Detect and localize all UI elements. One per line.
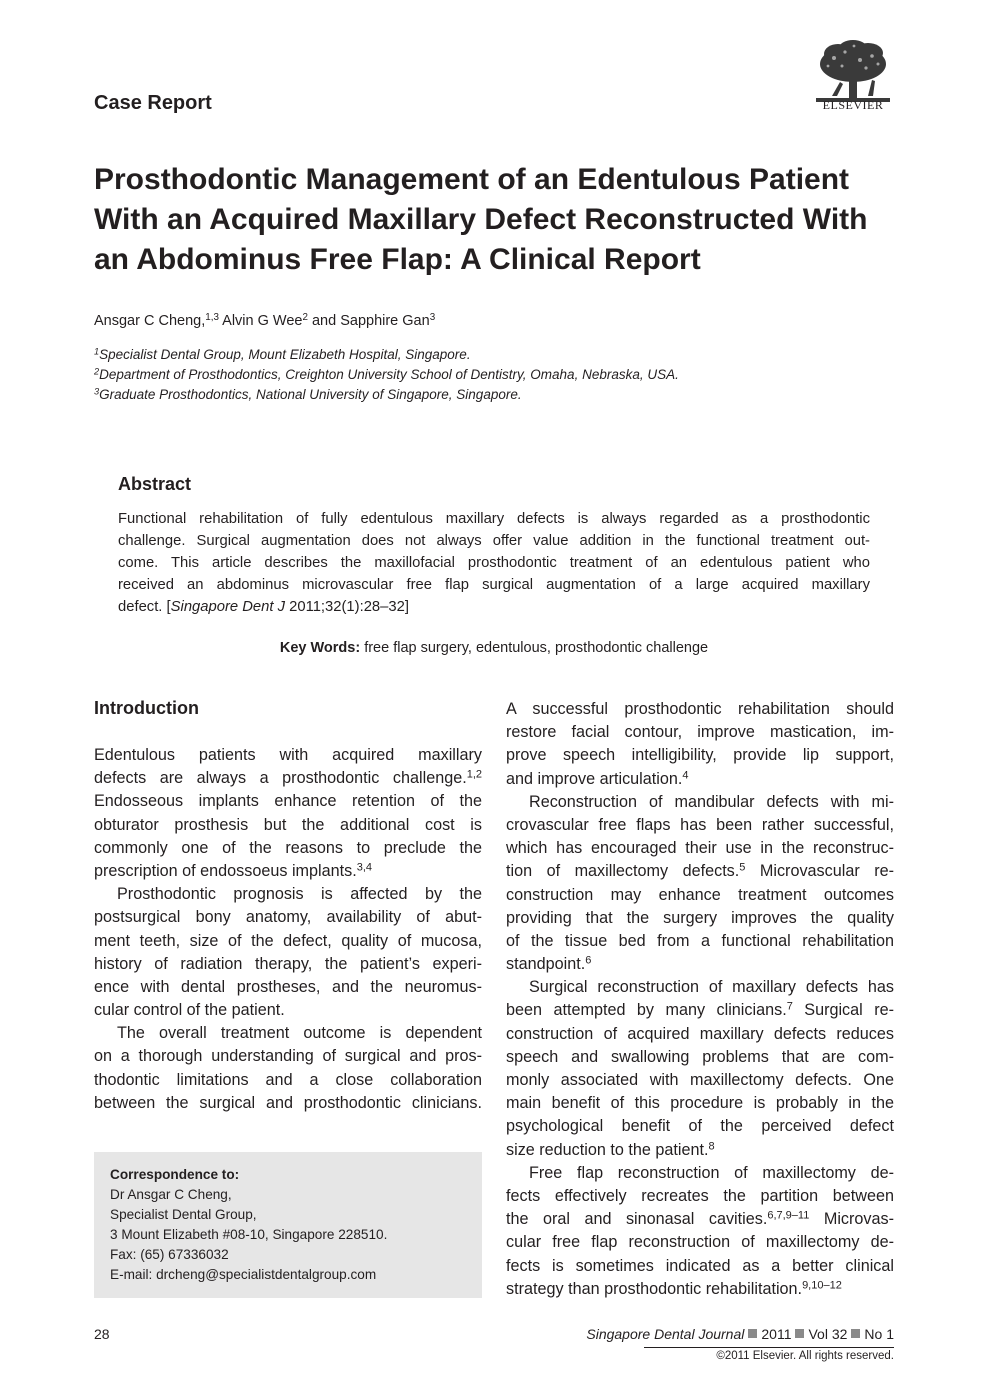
body-line: between the surgical and prosthodontic clinicians. [94, 1093, 482, 1112]
title-line: Prosthodontic Management of an Edentulous Patient [94, 163, 850, 196]
body-line: A successful prosthodontic rehabilitation should [506, 700, 894, 718]
citation-sup: 9,10–12 [802, 1279, 842, 1292]
copyright-notice: ©2011 Elsevier. All rights reserved. [716, 1350, 894, 1362]
body-line: commonly one of the reasons to preclude the [94, 838, 482, 857]
body-line: Free flap reconstruction of maxillectomy de- [529, 1163, 894, 1182]
keywords-label: Key Words: [279, 640, 361, 656]
page-number: 28 [94, 1326, 110, 1342]
left-column-text [94, 744, 482, 1115]
abstract-line: come. This article describes the maxillofacial prosthodontic treatment of an edentulous patient who [118, 555, 870, 571]
body-line: restore facial contour, improve mastication, im- [506, 723, 894, 742]
author-name: Alvin G Wee [218, 313, 303, 329]
keywords-text: free flap surgery, edentulous, prosthodontic challenge [360, 640, 709, 656]
body-text: Microvascular re- [745, 862, 894, 881]
affiliation-text: Graduate Prosthodontics, National University of Singapore, Singapore. [99, 387, 522, 402]
body-line: postsurgical bony anatomy, availability of abut- [94, 908, 482, 927]
body-line [506, 860, 894, 883]
abstract-line: received an abdominus microvascular free flap surgical augmentation of a large acquired maxillary [118, 577, 870, 593]
body-line [506, 768, 894, 791]
body-text: been attempted by many clinicians. [506, 1001, 787, 1020]
correspondence-line: 3 Mount Elizabeth #08-10, Singapore 228510. [110, 1227, 388, 1242]
abstract-text: defect. [ [118, 599, 171, 615]
body-line: thodontic limitations and a close collaboration [94, 1070, 482, 1089]
citation-sup: 1,2 [466, 768, 482, 781]
body-line: Prosthodontic prognosis is affected by the [117, 885, 482, 904]
body-line: fects is sometimes indicated as a better clinical [506, 1256, 894, 1275]
body-line: crovascular free flaps has been rather successful, [506, 815, 894, 834]
journal-issue: No 1 [864, 1326, 894, 1342]
journal-year: 2011 [761, 1326, 792, 1342]
body-line: Edentulous patients with acquired maxillary [94, 746, 482, 764]
abstract-line: challenge. Surgical augmentation does not always offer value addition in the functional treatment out- [118, 533, 870, 549]
body-line: Endosseous implants enhance retention of the [94, 792, 482, 811]
separator-square-icon [748, 1329, 757, 1338]
introduction-heading: Introduction [94, 698, 199, 718]
body-text: the oral and sinonasal cavities. [506, 1210, 768, 1229]
author-name: and Sapphire Gan [307, 313, 430, 329]
body-line: Reconstruction of mandibular defects with mi- [529, 792, 894, 811]
affiliation-text: Specialist Dental Group, Mount Elizabeth Hospital, Singapore. [99, 347, 471, 362]
keywords [94, 640, 894, 656]
citation-journal: Singapore Dent J [170, 599, 285, 615]
body-line [94, 860, 482, 883]
body-text: and improve articulation. [506, 769, 683, 788]
journal-name: Singapore Dental Journal [586, 1326, 745, 1342]
body-line: cular control of the patient. [94, 1001, 285, 1020]
affiliation-sup: 1 [94, 346, 100, 357]
affiliation-item [94, 385, 679, 405]
body-text: defects are always a prosthodontic challenge. [94, 769, 467, 788]
body-line [506, 1139, 894, 1162]
body-line: cular free flap reconstruction of maxillectomy de- [506, 1233, 894, 1252]
citation-sup: 7 [786, 1000, 793, 1013]
article-title [94, 160, 894, 280]
separator-square-icon [795, 1329, 804, 1338]
author-affiliation-sup: 1,3 [205, 312, 219, 324]
body-text: size reduction to the patient. [506, 1140, 709, 1159]
body-line: on a thorough understanding of surgical and pros- [94, 1047, 482, 1066]
abstract-line: Functional rehabilitation of fully edentulous maxillary defects is always regarded as a prosthodontic [118, 511, 870, 527]
separator-square-icon [851, 1329, 860, 1338]
body-line: speech and swallowing problems that are com- [506, 1047, 894, 1066]
body-line: psychological benefit of the perceived defect [506, 1117, 894, 1136]
abstract-body [118, 508, 870, 618]
author-affiliation-sup: 2 [302, 312, 308, 324]
citation-sup: 8 [708, 1140, 715, 1153]
correspondence-heading: Correspondence to: [110, 1167, 240, 1182]
citation-sup: 4 [682, 769, 689, 782]
affiliation-item [94, 345, 679, 365]
body-line [506, 1208, 894, 1231]
body-line: ment teeth, size of the defect, quality of mucosa, [94, 931, 482, 950]
body-line [506, 1278, 894, 1301]
correspondence-box [94, 1152, 482, 1298]
title-line: With an Acquired Maxillary Defect Reconstructed With [94, 203, 868, 236]
body-text: Surgical re- [792, 1001, 894, 1020]
body-line: The overall treatment outcome is dependent [117, 1024, 482, 1043]
body-line: main benefit of this procedure is probably in the [506, 1094, 894, 1113]
author-affiliation-sup: 3 [429, 312, 436, 324]
right-column-text [506, 698, 894, 1301]
title-line: an Abdominus Free Flap: A Clinical Report [94, 243, 701, 276]
body-line: of the tissue bed from a functional rehabilitation [506, 931, 894, 950]
citation-sup: 6 [585, 954, 592, 967]
citation-sup: 3,4 [356, 861, 373, 874]
publisher-logo-text: ELSEVIER [822, 98, 884, 112]
body-line [506, 953, 894, 976]
author-name: Ansgar C Cheng, [94, 313, 206, 329]
body-line: fects effectively recreates the partition between [506, 1186, 894, 1205]
affiliations [94, 345, 679, 405]
journal-volume: Vol 32 [808, 1326, 848, 1342]
body-line: providing that the surgery improves the quality [506, 908, 894, 927]
body-text: Microvas- [809, 1210, 894, 1229]
affiliation-sup: 2 [94, 366, 100, 377]
correspondence-line: Fax: (65) 67336032 [110, 1247, 229, 1262]
body-line: obturator prosthesis but the additional cost is [94, 815, 482, 834]
body-line: history of radiation therapy, the patient’s experi- [94, 954, 482, 973]
abstract-line [118, 596, 870, 618]
abstract-heading: Abstract [118, 474, 192, 494]
body-line: construction of acquired maxillary defects reduces [506, 1024, 894, 1043]
footer-rule [644, 1347, 894, 1348]
body-line [94, 767, 482, 790]
section-label: Case Report [94, 92, 212, 114]
affiliation-item [94, 365, 679, 385]
body-line: construction may enhance treatment outcomes [506, 885, 894, 904]
journal-footer [586, 1326, 894, 1342]
body-line: Surgical reconstruction of maxillary defects has [529, 978, 894, 997]
body-line: prove speech intelligibility, provide lip support, [506, 746, 894, 765]
body-line: monly associated with maxillectomy defects. One [506, 1071, 894, 1089]
author-list [94, 313, 435, 329]
citation-details: 2011;32(1):28–32] [285, 599, 409, 615]
correspondence-line: Specialist Dental Group, [110, 1207, 257, 1222]
affiliation-text: Department of Prosthodontics, Creighton University School of Dentistry, Omaha, Nebraska, USA. [99, 367, 679, 382]
body-text: strategy than prosthodontic rehabilitation. [506, 1279, 803, 1298]
body-text: tion of maxillectomy defects. [506, 862, 740, 881]
citation-sup: 6,7,9–11 [767, 1209, 810, 1222]
body-line [506, 999, 894, 1022]
correspondence-email: E-mail: drcheng@specialistdentalgroup.com [110, 1267, 377, 1282]
body-text: standpoint. [506, 955, 586, 974]
body-text: prescription of endossoeus implants. [94, 861, 357, 880]
citation-sup: 5 [739, 861, 746, 874]
body-line: ence with dental prostheses, and the neuromus- [94, 977, 482, 996]
affiliation-sup: 3 [94, 386, 100, 397]
correspondence-line: Dr Ansgar C Cheng, [110, 1187, 232, 1202]
body-line: which has encouraged their use in the reconstruc- [506, 839, 894, 858]
